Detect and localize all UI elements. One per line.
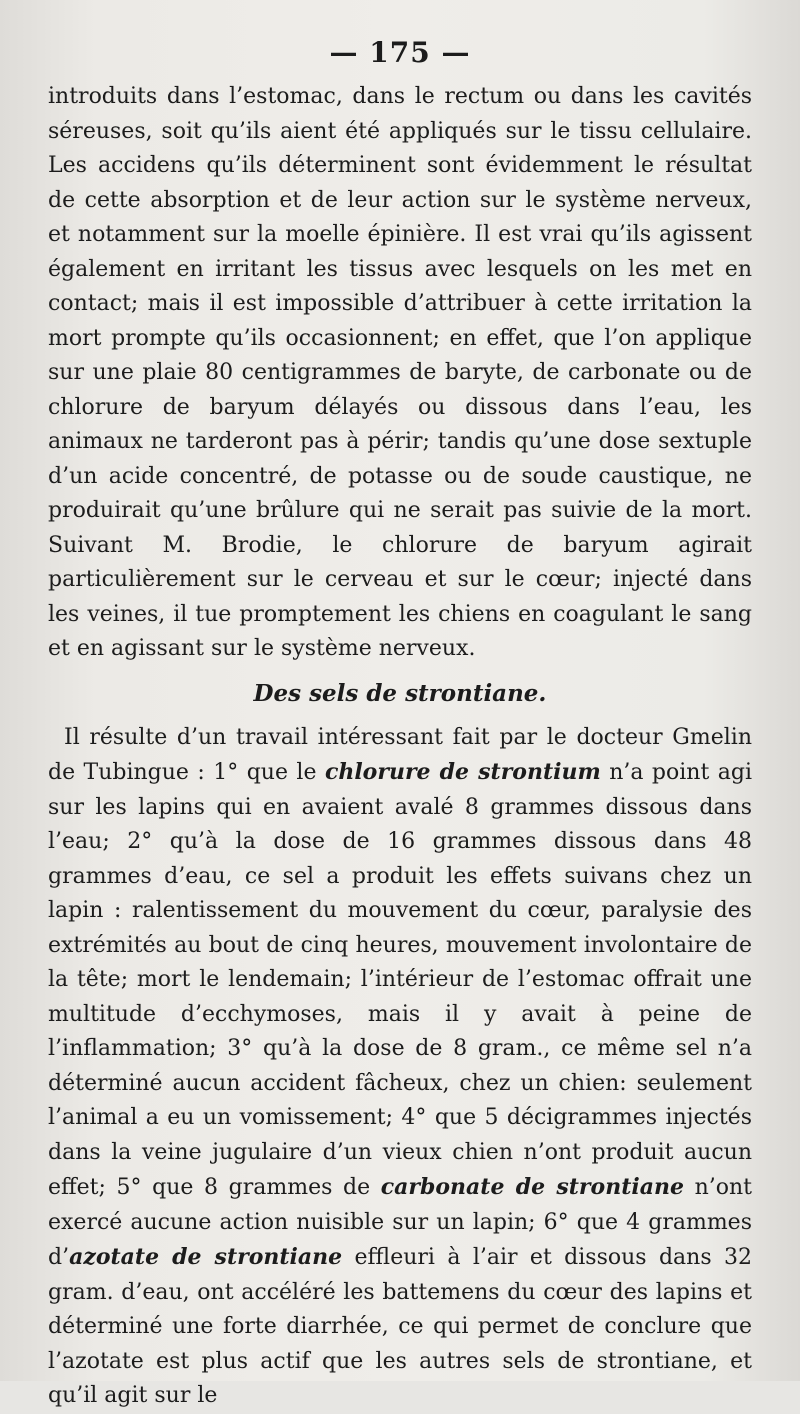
page-body: [48, 80, 752, 1414]
paragraph-text: n’ont exercé aucune action nuisible sur un lapin; 6° que 4 grammes d’: [48, 1175, 753, 1270]
paragraph-text: n’a point agi sur les lapins qui en avaient avalé 8 grammes dissous dans l’eau; 2° qu’à la dose de 16 grammes dissous dans 48 grammes d’eau, ce sel a produit les effets suivans chez un lapin : ralentissement du mouvement du cœur, paralysie des extrémités au bout de cinq heures, mouvement involontaire de la tête; mort le lendemain; l’intérieur de l’estomac offrait une multitude d’ecchymoses, mais il y avait à peine de l’inflammation; 3° qu’à la dose de 8 gram., ce même sel n’a déterminé aucun accident fâcheux, chez un chien: seulement l’animal a eu un vomissement; 4° que 5 décigrammes injectés dans la veine jugulaire d’un vieux chien n’ont produit aucun effet; 5° que 8 grammes de: [48, 760, 752, 1200]
paragraph-text: effleuri à l’air et dissous dans 32 gram. d’eau, ont accéléré les battemens du cœur des lapins et déterminé une forte diarrhée, ce qui permet de conclure que l’azotate est plus actif que les autres sels de strontiane, et qu’il agit sur le: [48, 1245, 752, 1408]
page-number: — 175 —: [329, 36, 471, 69]
paragraph-barium-effects: introduits dans l’estomac, dans le rectum ou dans les cavités séreuses, soit qu’ils aient été appliqués sur le tissu cellulaire. Les accidens qu’ils déterminent sont évidemment le résultat de cette absorption et de leur action sur le système nerveux, et notamment sur la moelle épinière. Il est vrai qu’ils agissent également en irritant les tissus avec lesquels on les met en contact; mais il est impossible d’attribuer à cette irritation la mort prompte qu’ils occasionnent; en effet, que l’on applique sur une plaie 80 centigrammes de baryte, de carbonate ou de chlorure de baryum délayés ou dissous dans l’eau, les animaux ne tarderont pas à périr; tandis qu’une dose sextuple d’un acide concentré, de potasse ou de soude caustique, ne produirait qu’une brûlure qui ne serait pas suivie de la mort. Suivant M. Brodie, le chlorure de baryum agirait particulièrement sur le cerveau et sur le cœur; injecté dans les veines, il tue promptement les chiens en coagulant le sang et en agissant sur le système nerveux.: [48, 84, 752, 661]
term-carbonate-de-strontiane: carbonate de strontiane: [380, 1174, 684, 1200]
paragraph-strontium-study: [48, 721, 752, 1414]
term-chlorure-de-strontium: chlorure de strontium: [324, 759, 601, 785]
term-azotate-de-strontiane: azotate de strontiane: [69, 1244, 343, 1270]
section-heading: Des sels de strontiane.: [253, 679, 547, 707]
paragraph-text: Il résulte d’un travail intéressant fait par le docteur Gmelin de Tubingue : 1° que le: [48, 724, 752, 785]
